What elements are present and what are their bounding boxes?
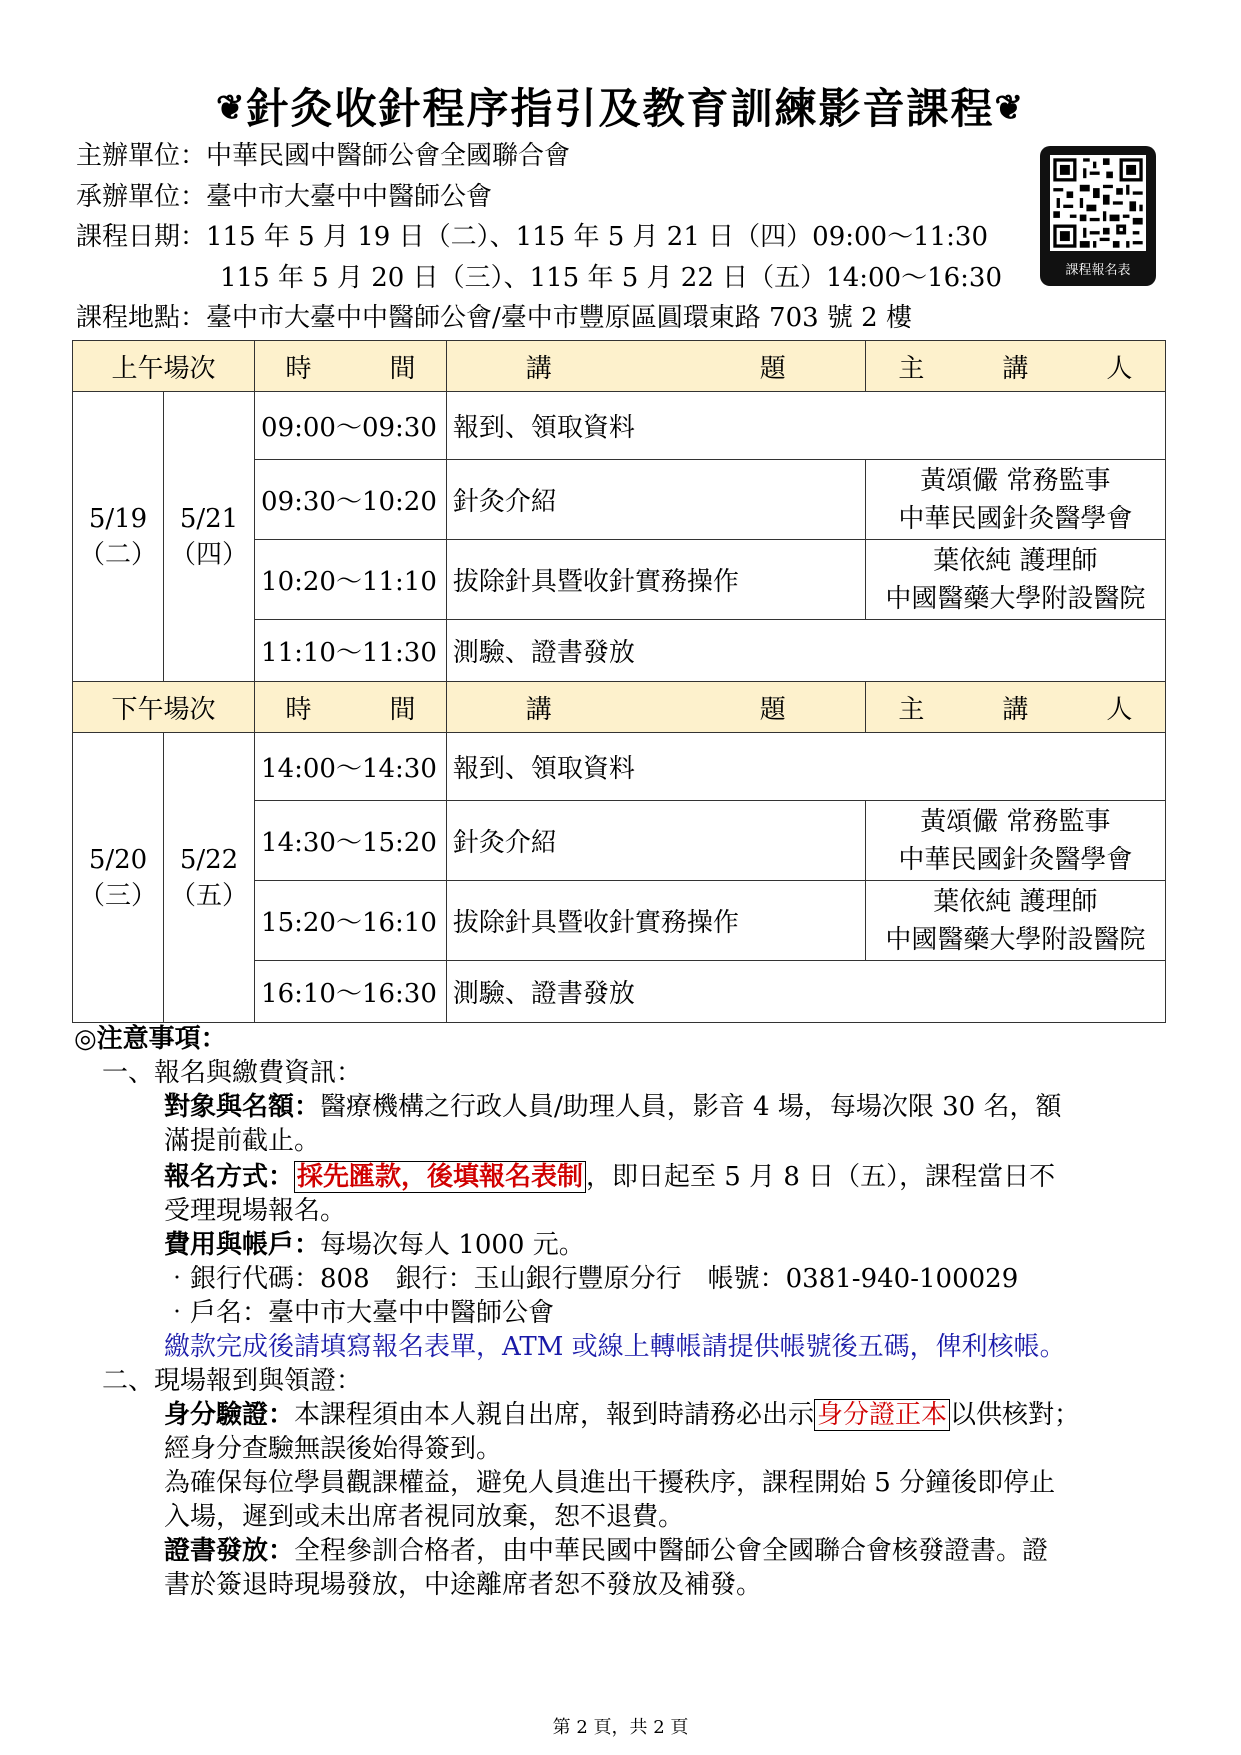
table-row [73,392,1166,460]
cert-label: 證書發放： [164,1536,295,1566]
time-cell: 09:00～09:30 [255,392,447,460]
section-1-title: 一、報名與繳費資訊： [102,1058,363,1088]
table-row [73,733,1166,801]
time-cell: 14:00～14:30 [255,733,447,801]
cert-paragraph: 證書發放：全程參訓合格者，由中華民國中醫師公會全國聯合會核發證書。證 書於簽退時現場發放，中途離席者恕不發放及補發。 [164,1536,1049,1600]
time-header: 時 間 [255,341,447,392]
schedule-table [72,340,1166,1023]
afternoon-session-label: 下午場次 [73,682,255,733]
speaker-header: 主 講 人 [865,682,1165,733]
speaker-cell: 葉依純 護理師 中國醫藥大學附設醫院 [865,540,1165,620]
topic-cell: 報到、領取資料 [446,733,1165,801]
qr-code-icon [1050,155,1146,251]
topic-cell: 報到、領取資料 [446,392,1165,460]
id-paragraph: 身分驗證：本課程須由本人親自出席，報到時請務必出示 身分證正本 以供核對； 經身分查驗無誤後始得簽到。 [164,1400,1081,1464]
speaker-cell: 葉依純 護理師 中國醫藥大學附設醫院 [865,881,1165,961]
time-header: 時 間 [255,682,447,733]
registration-qr[interactable] [1040,146,1156,286]
account-name-line: ‧戶名：臺中市大臺中中醫師公會 [164,1298,555,1328]
page-footer: 第 2 頁，共 2 頁 [552,1717,689,1738]
document-title [0,76,1241,136]
entry-paragraph: 為確保每位學員觀課權益，避免人員進出干擾秩序，課程開始 5 分鐘後即停止 入場，遲到或未出席者視同放棄，恕不退費。 [164,1468,1056,1532]
speaker-cell: 黃頌儼 常務監事 中華民國針灸醫學會 [865,460,1165,540]
left-ornament-icon: ❦ [215,88,247,128]
time-cell: 11:10～11:30 [255,620,447,682]
bank-line: ‧銀行代碼：808 銀行：玉山銀行豐原分行 帳號：0381-940-100029 [164,1264,1019,1294]
payment-note: 繳款完成後請填寫報名表單，ATM 或線上轉帳請提供帳號後五碼，俾利核帳。 [164,1332,1066,1362]
title-text: 針灸收針程序指引及教育訓練影音課程 [246,84,995,133]
speaker-header: 主 講 人 [865,341,1165,392]
topic-header: 講 題 [446,341,865,392]
date-cell: 5/21 （四） [164,392,255,682]
morning-session-label: 上午場次 [73,341,255,392]
date-cell: 5/19 （二） [73,392,164,682]
method-highlight: 採先匯款，後填報名表制 [294,1161,586,1193]
location-line: 課程地點：臺中市大臺中中醫師公會/臺中市豐原區圓環東路 703 號 2 樓 [76,303,912,333]
topic-cell: 拔除針具暨收針實務操作 [446,540,865,620]
right-ornament-icon: ❦ [994,88,1025,128]
method-label: 報名方式： [164,1162,295,1192]
topic-cell: 測驗、證書發放 [446,620,1165,682]
date-line-2: 115 年 5 月 20 日（三）、115 年 5 月 22 日（五）14:00～16:30 [220,263,1003,293]
notes-heading: ◎注意事項： [74,1024,227,1054]
topic-cell: 針灸介紹 [446,801,865,881]
time-cell: 14:30～15:20 [255,801,447,881]
method-paragraph: 報名方式： 採先匯款，後填報名表制 ，即日起至 5 月 8 日（五），課程當日不 受理現場報名。 [164,1162,1056,1226]
notes-section [72,1022,1172,1602]
time-cell: 09:30～10:20 [255,460,447,540]
fee-label: 費用與帳戶： [164,1230,321,1260]
date-line-1: 課程日期：115 年 5 月 19 日（二）、115 年 5 月 21 日（四）09:00～11:30 [76,222,989,252]
id-label: 身分驗證： [164,1400,295,1430]
time-cell: 15:20～16:10 [255,881,447,961]
time-cell: 16:10～16:30 [255,961,447,1023]
topic-cell: 測驗、證書發放 [446,961,1165,1023]
fee-paragraph: 費用與帳戶：每場次每人 1000 元。 [164,1230,585,1260]
speaker-cell: 黃頌儼 常務監事 中華民國針灸醫學會 [865,801,1165,881]
date-cell: 5/20 （三） [73,733,164,1023]
afternoon-header-row [73,682,1166,733]
date-cell: 5/22 （五） [164,733,255,1023]
organizer-line: 主辦單位：中華民國中醫師公會全國聯合會 [76,141,571,171]
qr-label: 課程報名表 [1065,263,1131,278]
time-cell: 10:20～11:10 [255,540,447,620]
topic-header: 講 題 [446,682,865,733]
topic-cell: 拔除針具暨收針實務操作 [446,881,865,961]
section-2-title: 二、現場報到與領證： [102,1366,363,1396]
morning-header-row [73,341,1166,392]
id-highlight: 身分證正本 [814,1399,950,1431]
topic-cell: 針灸介紹 [446,460,865,540]
co-organizer-line: 承辦單位：臺中市大臺中中醫師公會 [76,182,493,212]
quota-paragraph: 對象與名額：醫療機構之行政人員/助理人員，影音 4 場，每場次限 30 名，額 滿提前截止。 [164,1092,1062,1156]
quota-label: 對象與名額： [164,1092,321,1122]
